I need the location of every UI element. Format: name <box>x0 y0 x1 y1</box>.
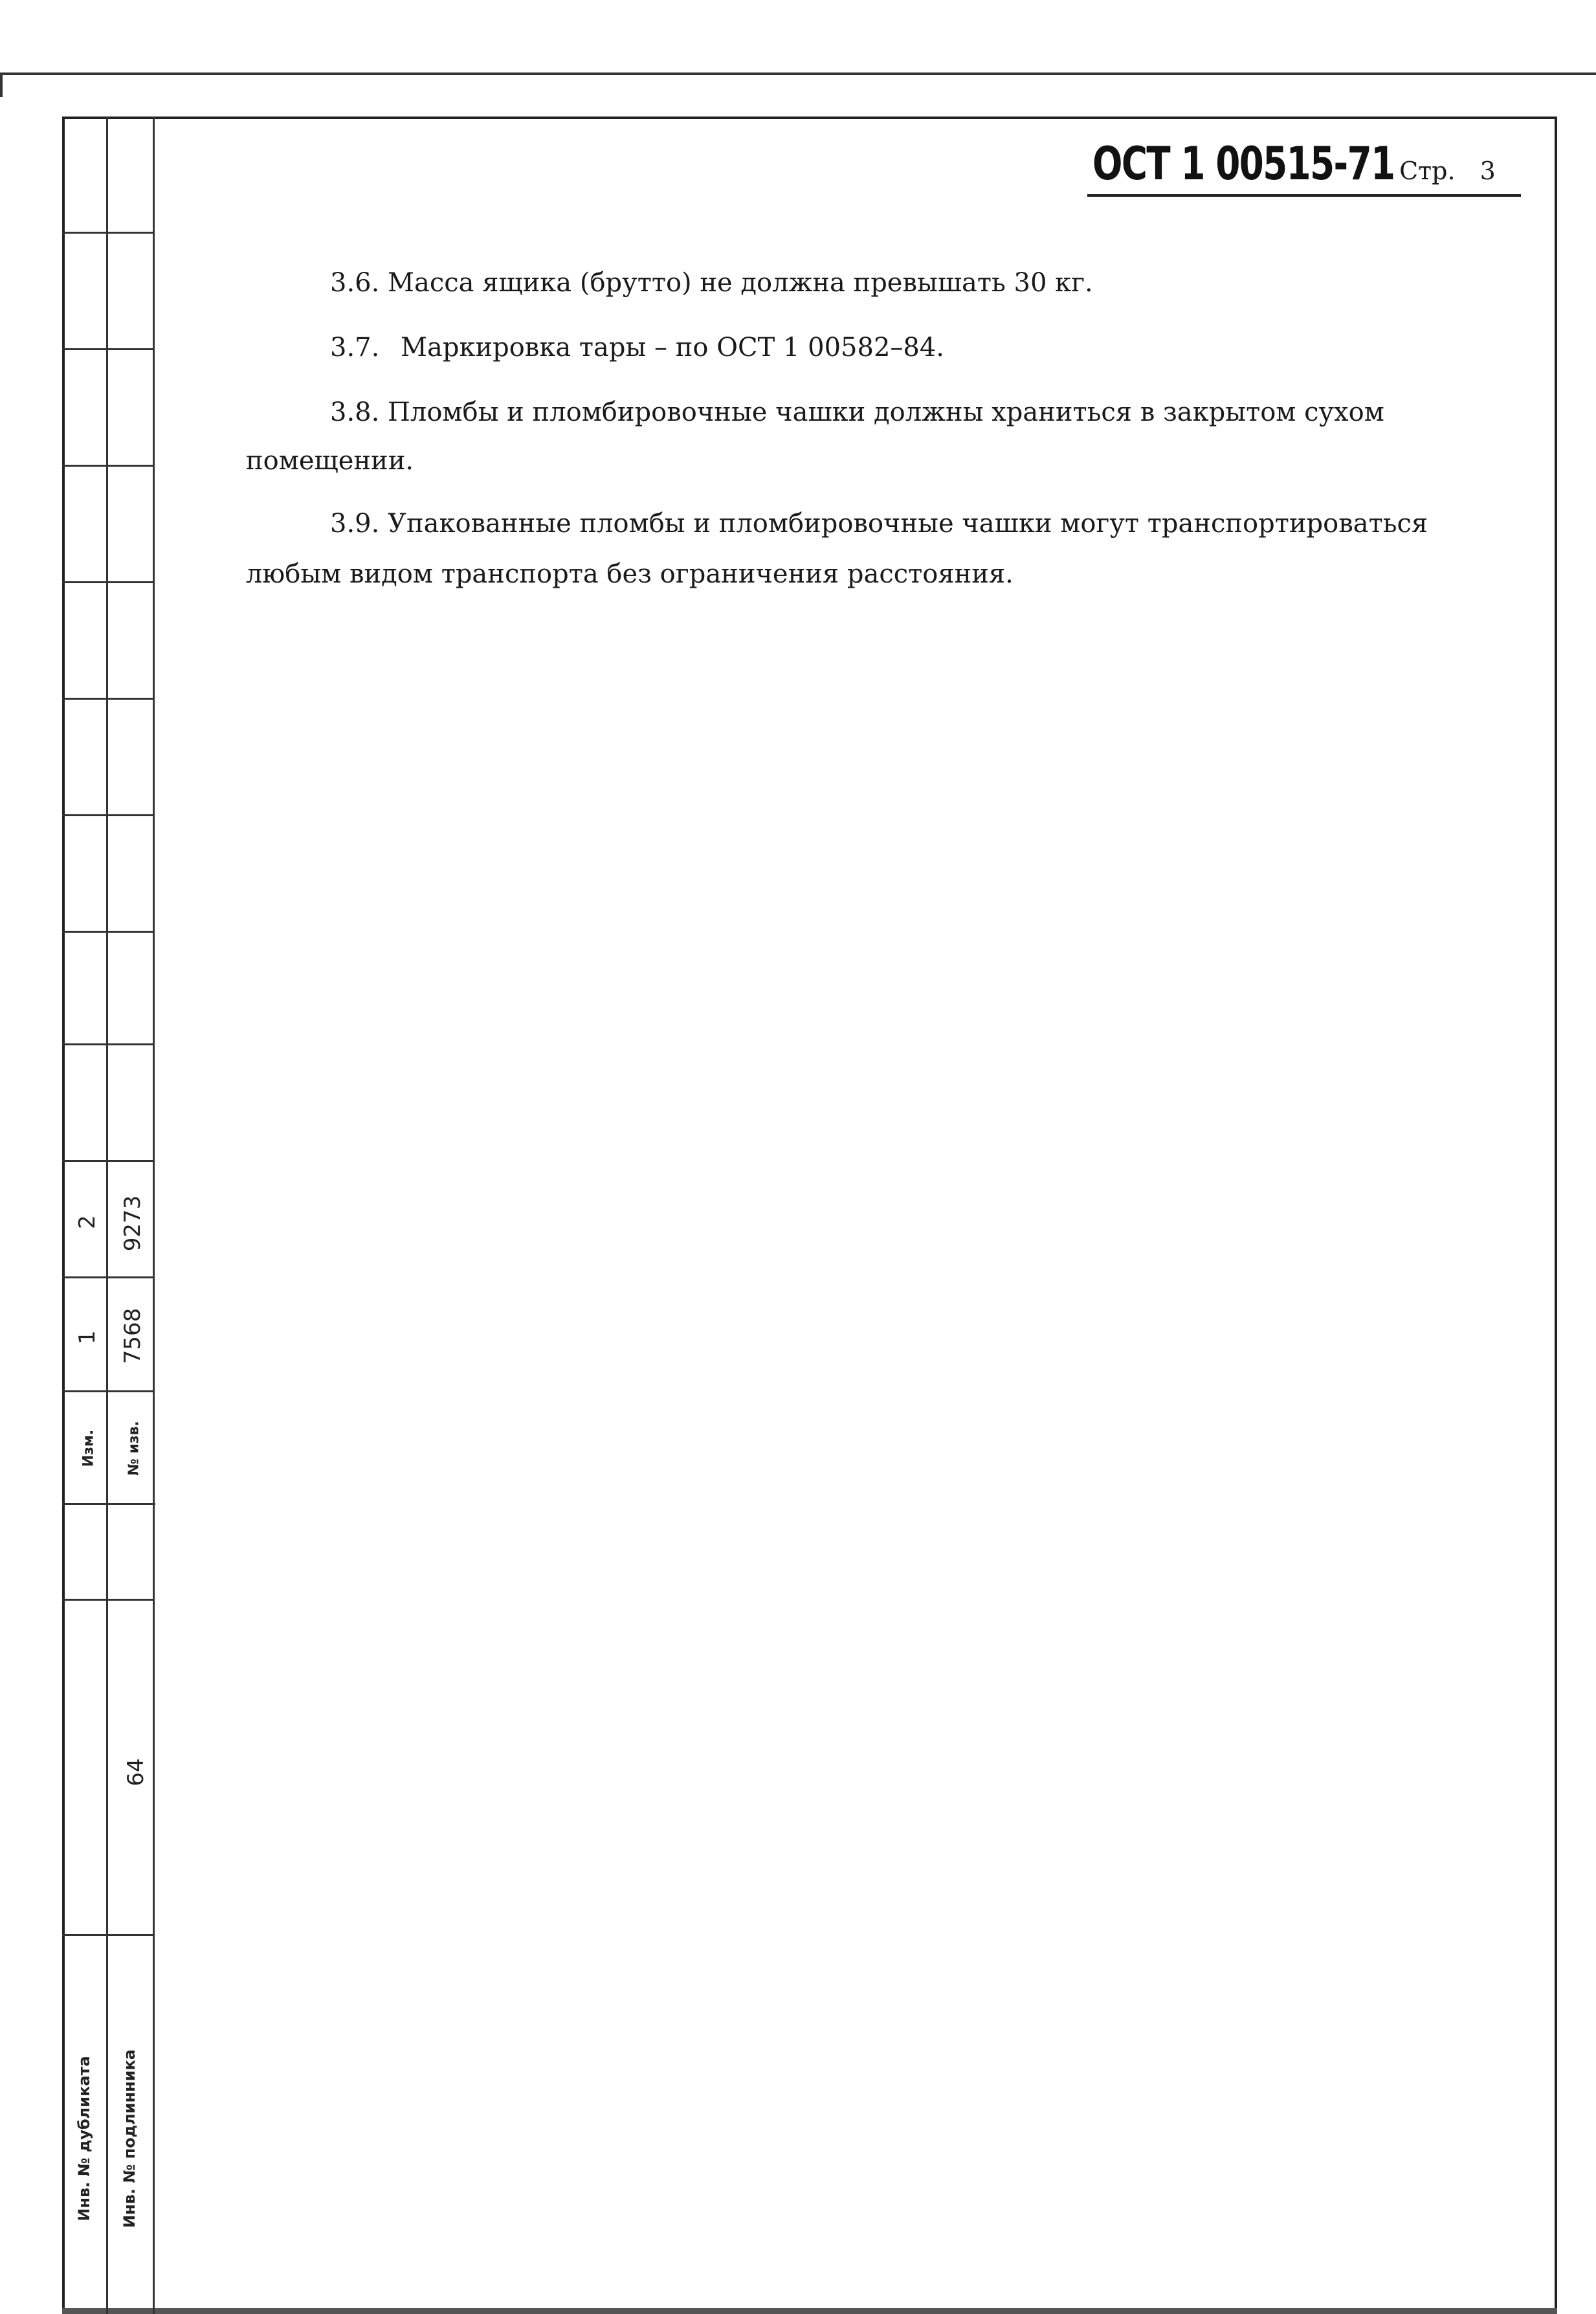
stamp-divider <box>62 581 155 583</box>
change-value-1: 1 <box>74 1330 100 1344</box>
paragraph-text: Упакованные пломбы и пломбировочные чашки могут транспортироваться <box>388 509 1428 539</box>
stamp-col-line-1 <box>106 117 108 2314</box>
stamp-divider <box>62 232 155 234</box>
paragraph-3-8-continued <box>246 437 1437 485</box>
stamp-divider <box>62 1934 155 1936</box>
original-label: Инв. № подлинника <box>120 2049 139 2228</box>
stamp-divider <box>62 348 155 350</box>
notice-value-1: 7568 <box>120 1307 146 1364</box>
notice-value-2: 9273 <box>120 1195 146 1252</box>
paragraph-number: 3.8. <box>330 397 380 427</box>
paragraph-number: 3.9. <box>330 509 380 539</box>
paragraph-3-9 <box>246 500 1437 548</box>
stamp-divider <box>62 465 155 467</box>
top-rule <box>0 72 1596 75</box>
duplicate-number: 64 <box>123 1758 149 1786</box>
stamp-divider <box>62 1276 155 1278</box>
stamp-col-line-2 <box>153 117 155 2314</box>
paragraph-text: помещении. <box>246 446 414 476</box>
stamp-divider <box>62 1390 155 1392</box>
stamp-divider <box>62 814 155 816</box>
paragraph-3-8 <box>246 388 1437 436</box>
stamp-divider <box>62 1599 155 1601</box>
standard-code: ОСТ 1 00515-71 <box>1092 137 1395 190</box>
document-designation <box>1092 137 1496 195</box>
paragraph-text: Пломбы и пломбировочные чашки должны храниться в закрытом сухом <box>388 397 1384 427</box>
paragraph-3-6 <box>246 259 1437 307</box>
duplicate-label: Инв. № дубликата <box>75 2056 93 2221</box>
paragraph-number: 3.7. <box>330 333 380 362</box>
paragraph-number: 3.6. <box>330 268 380 298</box>
paragraph-3-7 <box>246 324 1437 372</box>
stamp-divider <box>62 1160 155 1162</box>
stamp-divider <box>62 931 155 933</box>
bottom-rule <box>62 2308 1557 2314</box>
stamp-divider <box>62 1043 155 1045</box>
page-number: 3 <box>1480 157 1496 185</box>
page-label: Стр. <box>1399 157 1456 185</box>
stamp-divider <box>91 1503 155 1505</box>
top-tick <box>0 72 3 97</box>
paragraph-text: Маркировка тары – по ОСТ 1 00582–84. <box>401 333 945 362</box>
paragraph-text: любым видом транспорта без ограничения расстояния. <box>246 559 1014 589</box>
change-value-2: 2 <box>74 1215 100 1229</box>
change-label: Изм. <box>80 1429 97 1467</box>
paragraph-text: Масса ящика (брутто) не должна превышать 30 кг. <box>388 268 1093 298</box>
header-rule <box>1087 194 1521 197</box>
notice-label: № изв. <box>126 1421 142 1476</box>
paragraph-3-9-continued <box>246 550 1437 598</box>
stamp-divider <box>62 698 155 700</box>
